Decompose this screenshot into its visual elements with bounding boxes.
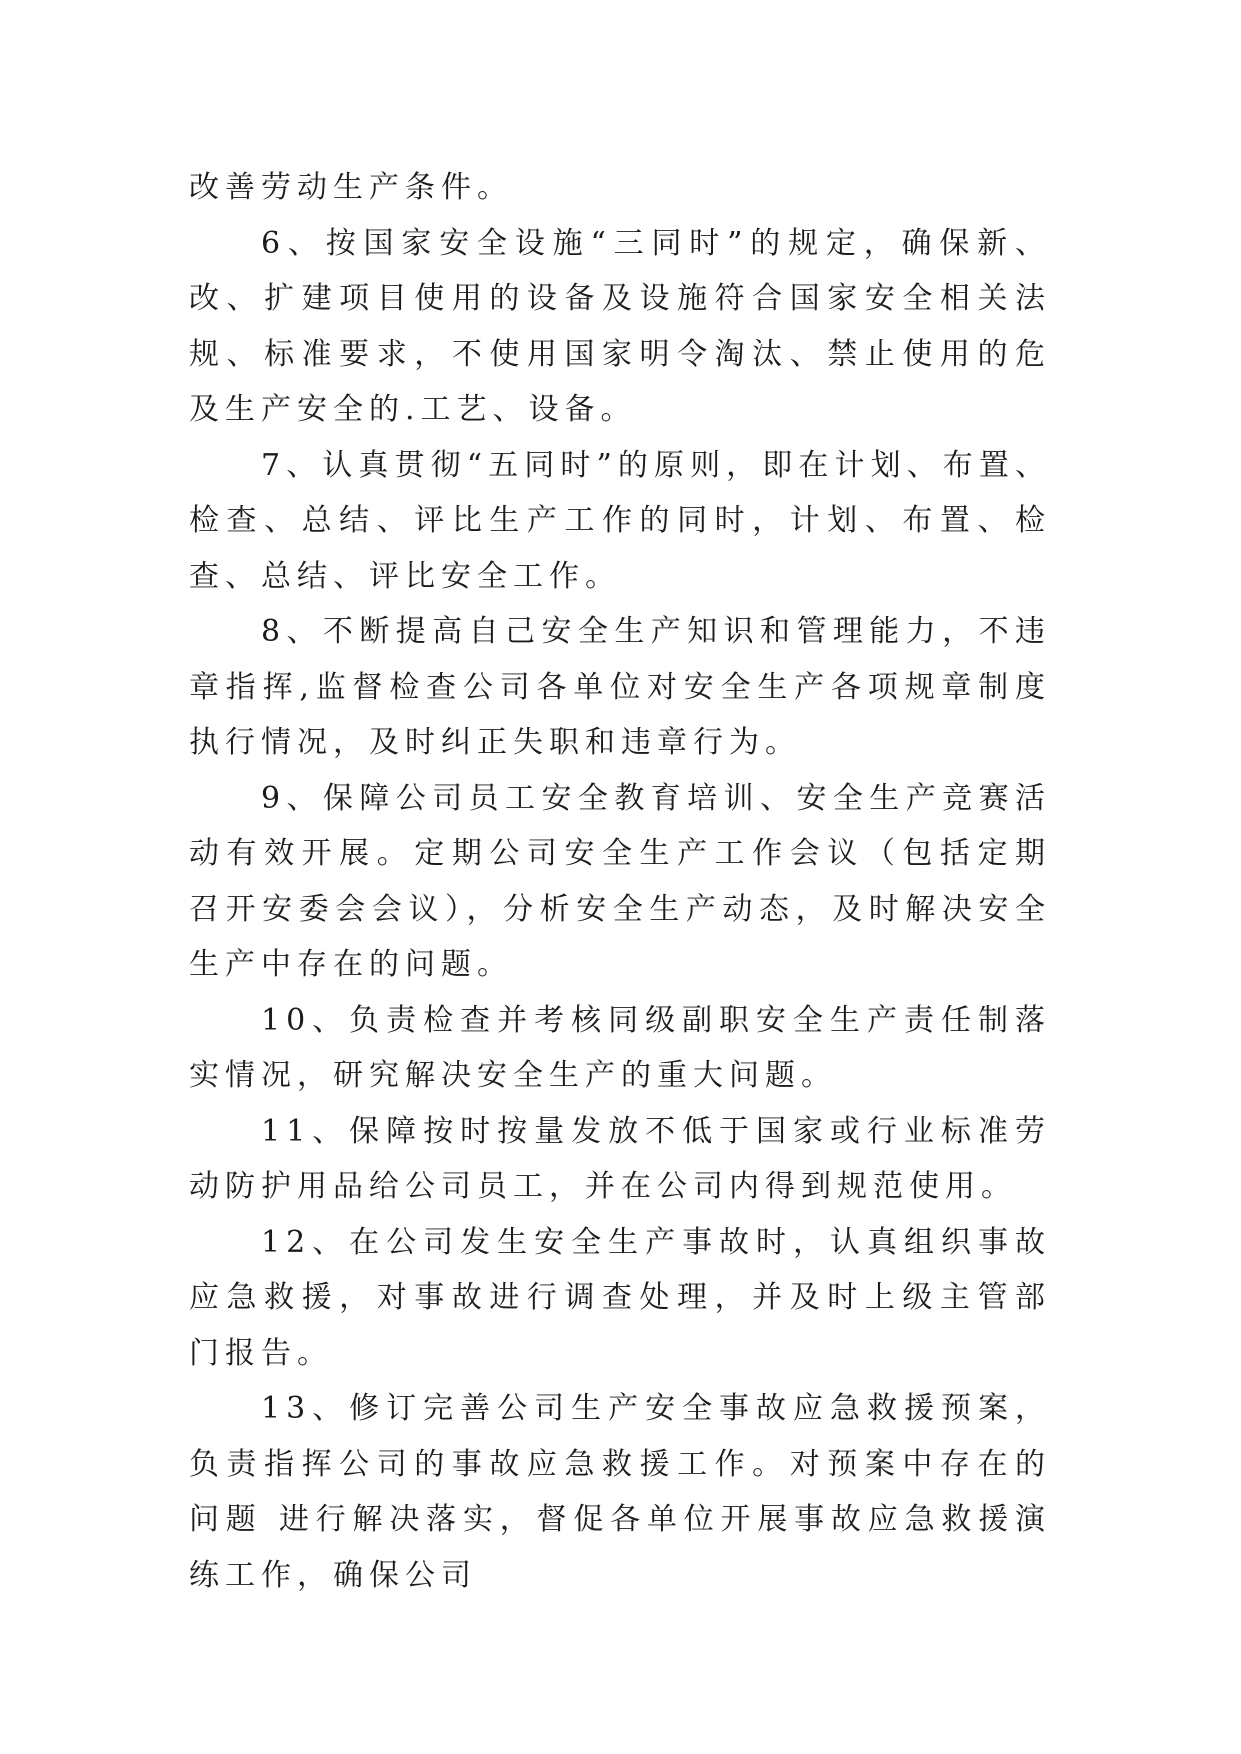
- paragraph-item-8: 8、不断提高自己安全生产知识和管理能力，不违章指挥,监督检查公司各单位对安全生产各项规章制度执行情况，及时纠正失职和违章行为。: [189, 614, 1051, 760]
- paragraph-item-12: 12、在公司发生安全生产事故时，认真组织事故应急救援，对事故进行调查处理，并及时上级主管部门报告。: [189, 1224, 1051, 1371]
- paragraph-item-11: 11、保障按时按量发放不低于国家或行业标准劳动防护用品给公司员工，并在公司内得到规范使用。: [189, 1113, 1051, 1204]
- paragraph-item-10: 10、负责检查并考核同级副职安全生产责任制落实情况，研究解决安全生产的重大问题。: [189, 1002, 1051, 1093]
- paragraph-item-9: 9、保障公司员工安全教育培训、安全生产竞赛活动有效开展。定期公司安全生产工作会议（包括定期召开安委会会议），分析安全生产动态，及时解决安全生产中存在的问题。: [189, 780, 1051, 982]
- document-body: [189, 160, 1051, 1603]
- paragraph-continuation: 改善劳动生产条件。: [189, 170, 513, 205]
- paragraph-item-13: 13、修订完善公司生产安全事故应急救援预案，负责指挥公司的事故应急救援工作。对预案中存在的问题 进行解决落实，督促各单位开展事故应急救援演练工作，确保公司: [189, 1391, 1051, 1593]
- paragraph-item-7: 7、认真贯彻“五同时”的原则，即在计划、布置、检查、总结、评比生产工作的同时，计划、布置、检查、总结、评比安全工作。: [189, 447, 1051, 594]
- paragraph-item-6: 6、按国家安全设施“三同时”的规定，确保新、改、扩建项目使用的设备及设施符合国家安全相关法规、标准要求，不使用国家明令淘汰、禁止使用的危及生产安全的.工艺、设备。: [189, 225, 1051, 427]
